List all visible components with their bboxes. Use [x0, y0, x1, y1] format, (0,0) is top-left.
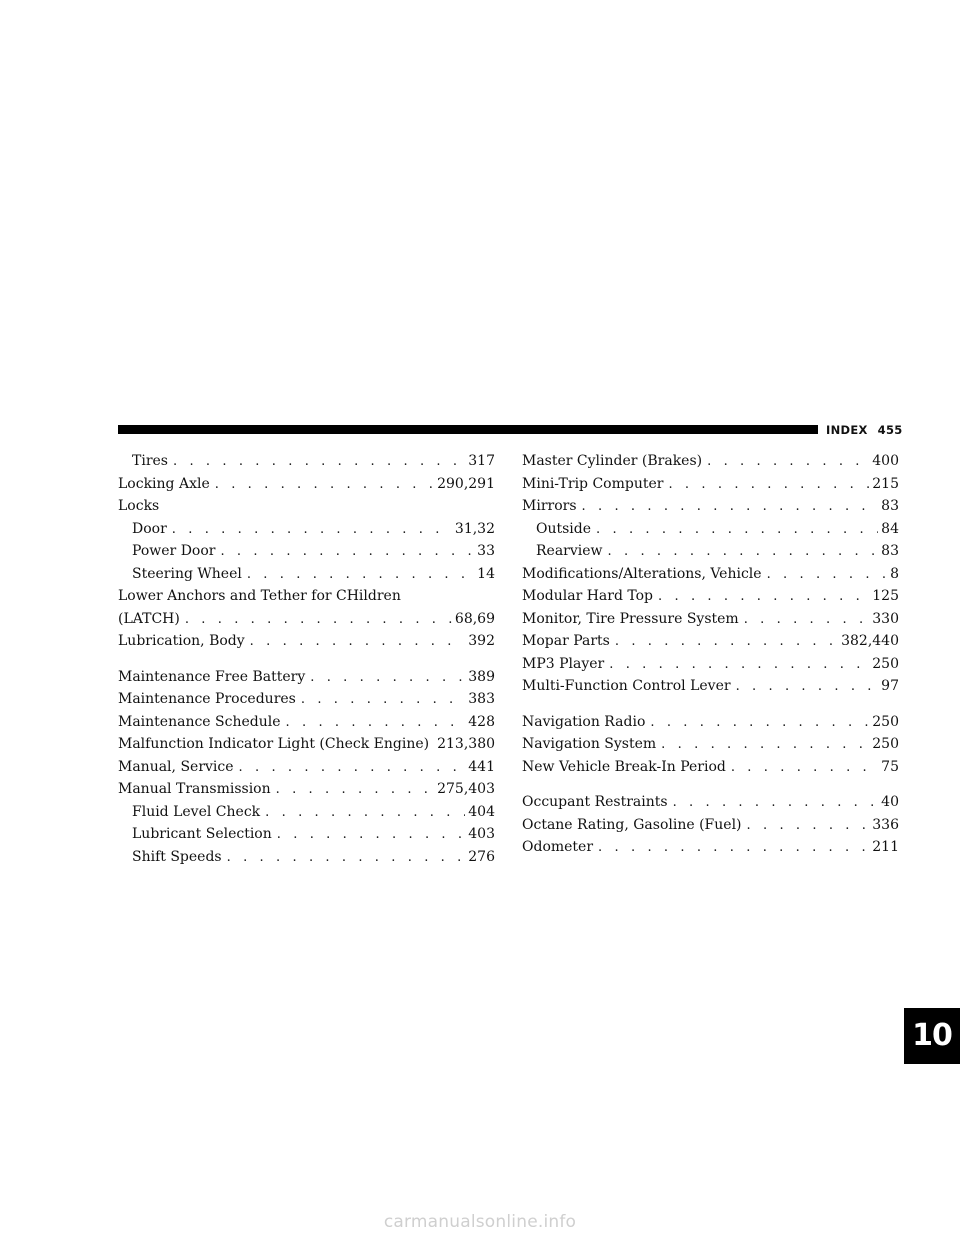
dot-leader: [609, 654, 869, 676]
index-term: Odometer: [522, 839, 594, 855]
index-term: Maintenance Free Battery: [118, 668, 306, 685]
index-page-ref: 428: [468, 713, 495, 730]
dot-leader: [668, 474, 869, 496]
dot-leader: [608, 541, 879, 563]
dot-leader: [747, 815, 870, 837]
index-entry: [522, 733, 899, 756]
dot-leader: [615, 631, 838, 653]
index-column-left: [118, 450, 495, 868]
dot-leader: [598, 837, 869, 859]
index-page-ref: 68,69: [454, 610, 495, 627]
index-page-ref: 383: [468, 691, 495, 707]
dot-leader: [582, 496, 879, 518]
index-term: Door: [132, 520, 167, 537]
chapter-tab: 10: [904, 1008, 960, 1064]
dot-leader: [239, 757, 466, 779]
dot-leader: [286, 712, 466, 734]
index-page-ref: 276: [468, 848, 495, 865]
index-entry: [118, 608, 495, 631]
index-page-ref: 389: [468, 668, 495, 685]
index-entry: [522, 653, 899, 676]
index-page-ref: 336: [872, 816, 899, 833]
index-entry: [118, 666, 495, 689]
index-term: Fluid Level Check: [132, 803, 261, 820]
index-page-ref: 441: [468, 758, 495, 775]
index-entry: [522, 756, 899, 779]
index-page-ref: 330: [872, 610, 899, 627]
dot-leader: [673, 792, 879, 814]
index-column-right: [522, 450, 899, 859]
index-term: Lubricant Selection: [132, 826, 272, 842]
index-page-ref: 75: [881, 758, 899, 775]
header-rule: [118, 425, 818, 434]
index-term: Manual Transmission: [118, 781, 271, 797]
index-page-ref: 33: [477, 543, 495, 559]
index-page-ref: 400: [872, 453, 899, 469]
dot-leader: [767, 564, 888, 586]
index-term: New Vehicle Break-In Period: [522, 758, 726, 775]
index-entry: [522, 791, 899, 814]
index-page-ref: 215: [872, 475, 899, 492]
index-term: Locks: [118, 498, 160, 514]
dot-leader: [731, 757, 878, 779]
index-entry: [118, 585, 495, 608]
index-page-ref: 250: [872, 736, 899, 752]
index-entry: [522, 836, 899, 859]
index-term: Malfunction Indicator Light (Check Engine): [118, 736, 430, 752]
index-entry: [522, 495, 899, 518]
index-entry: [522, 473, 899, 496]
index-term: Mopar Parts: [522, 633, 610, 649]
index-page-ref: 382,440: [841, 633, 899, 649]
index-entry: [522, 563, 899, 586]
index-term: Mirrors: [522, 498, 577, 514]
index-term: Mini-Trip Computer: [522, 475, 664, 492]
index-page-ref: 250: [872, 713, 899, 730]
dot-leader: [707, 451, 869, 473]
index-entry: [522, 630, 899, 653]
index-page-ref: 83: [881, 543, 899, 559]
dot-leader: [227, 847, 466, 869]
index-entry: [522, 518, 899, 541]
running-header: [826, 421, 903, 439]
index-page-ref: 404: [468, 803, 495, 820]
index-term: MP3 Player: [522, 655, 605, 672]
index-term: Octane Rating, Gasoline (Fuel): [522, 816, 742, 833]
index-term: Lubrication, Body: [118, 633, 245, 649]
index-entry: [118, 778, 495, 801]
index-term: Modular Hard Top: [522, 588, 654, 604]
dot-leader: [744, 609, 870, 631]
dot-leader: [661, 734, 869, 756]
watermark: carmanualsonline.info: [383, 1212, 577, 1232]
dot-leader: [277, 824, 466, 846]
index-term: Maintenance Schedule: [118, 713, 281, 730]
dot-leader: [301, 689, 465, 711]
dot-leader: [650, 712, 869, 734]
index-entry: [522, 608, 899, 631]
index-entry: [118, 630, 495, 653]
index-page-ref: 213,380: [437, 736, 495, 752]
index-page-ref: 14: [477, 565, 495, 582]
index-page-ref: 31,32: [454, 520, 495, 537]
dot-leader: [596, 519, 878, 541]
dot-leader: [310, 667, 465, 689]
index-entry: [118, 495, 495, 518]
index-term: Rearview: [536, 543, 603, 559]
index-entry: [118, 540, 495, 563]
index-page-ref: 317: [468, 453, 495, 469]
index-entry: [118, 733, 495, 756]
index-term: (LATCH): [118, 610, 180, 627]
dot-leader: [736, 676, 879, 698]
index-page-ref: 125: [872, 588, 899, 604]
index-page-ref: 392: [468, 633, 495, 649]
index-entry: [118, 688, 495, 711]
dot-leader: [215, 474, 434, 496]
index-page-ref: 275,403: [437, 781, 495, 797]
index-page-ref: 97: [881, 678, 899, 694]
dot-leader: [250, 631, 466, 653]
index-term: Master Cylinder (Brakes): [522, 453, 703, 469]
index-page-ref: 84: [881, 520, 899, 537]
index-entry: [118, 563, 495, 586]
index-page-ref: 403: [468, 826, 495, 842]
index-term: Power Door: [132, 543, 216, 559]
index-page-ref: 290,291: [437, 475, 495, 492]
index-page-ref: 8: [890, 565, 899, 582]
index-term: Modifications/Alterations, Vehicle: [522, 565, 762, 582]
index-term: Navigation Radio: [522, 713, 646, 730]
dot-leader: [220, 541, 474, 563]
index-term: Manual, Service: [118, 758, 234, 775]
index-page-ref: 250: [872, 655, 899, 672]
index-term: Shift Speeds: [132, 848, 222, 865]
index-term: Lower Anchors and Tether for CHildren: [118, 588, 401, 604]
index-term: Maintenance Procedures: [118, 691, 296, 707]
index-entry: [118, 450, 495, 473]
index-entry: [118, 823, 495, 846]
index-entry: [522, 814, 899, 837]
dot-leader: [276, 779, 434, 801]
dot-leader: [247, 564, 474, 586]
index-term: Navigation System: [522, 736, 657, 752]
index-term: Tires: [132, 453, 168, 469]
index-term: Outside: [536, 520, 592, 537]
header-section: INDEX: [826, 423, 868, 437]
index-entry: [118, 756, 495, 779]
index-entry: [522, 711, 899, 734]
header-page-number: 455: [877, 423, 903, 437]
dot-leader: [658, 586, 869, 608]
index-term: Steering Wheel: [132, 565, 242, 582]
index-entry: [522, 540, 899, 563]
index-page-ref: 83: [881, 498, 899, 514]
dot-leader: [265, 802, 465, 824]
index-entry: [118, 711, 495, 734]
index-entry: [118, 518, 495, 541]
index-entry: [522, 450, 899, 473]
index-term: Occupant Restraints: [522, 794, 668, 810]
index-entry: [118, 801, 495, 824]
index-entry: [118, 473, 495, 496]
index-page-ref: 40: [881, 794, 899, 810]
index-term: Multi-Function Control Lever: [522, 678, 731, 694]
index-page-ref: 211: [872, 839, 899, 855]
dot-leader: [185, 609, 452, 631]
index-entry: [522, 675, 899, 698]
dot-leader: [173, 451, 465, 473]
index-term: Monitor, Tire Pressure System: [522, 610, 739, 627]
index-term: Locking Axle: [118, 475, 210, 492]
dot-leader: [172, 519, 452, 541]
index-entry: [118, 846, 495, 869]
index-entry: [522, 585, 899, 608]
